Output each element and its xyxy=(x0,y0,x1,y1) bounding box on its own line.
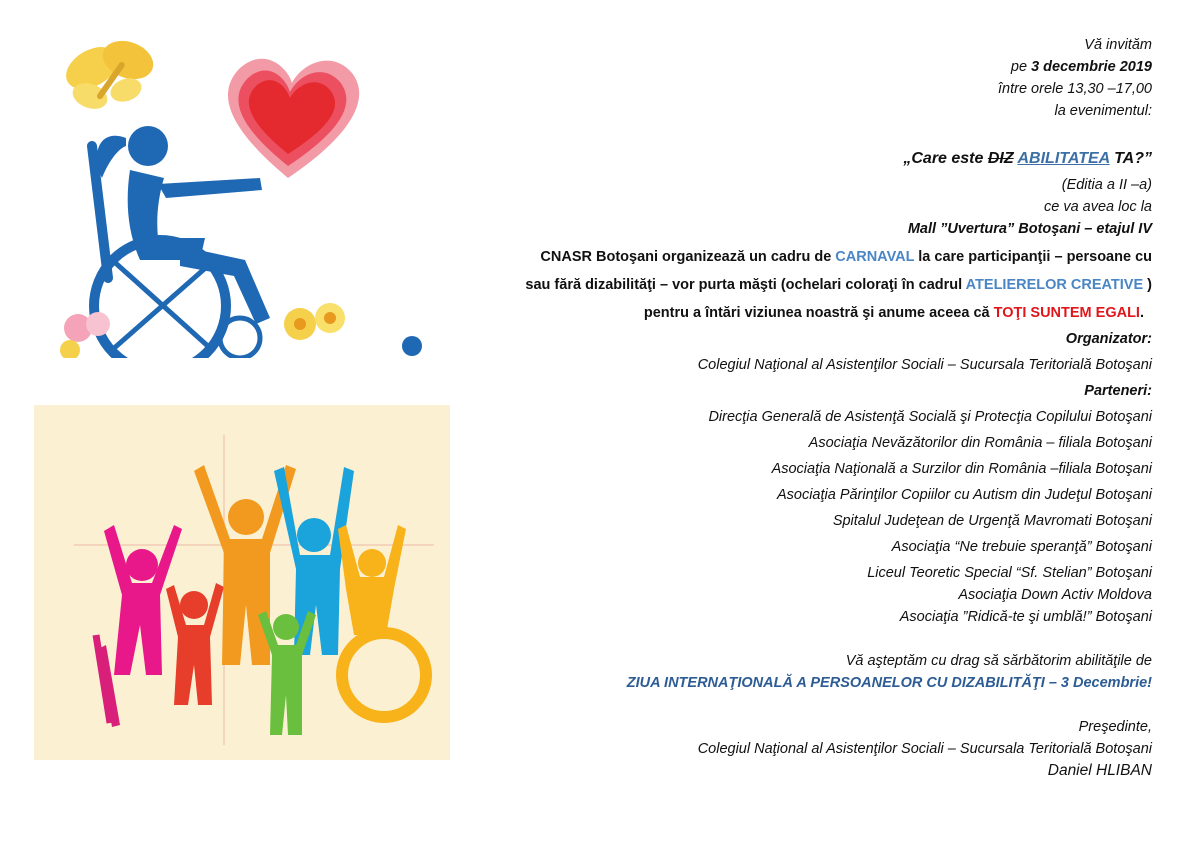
partner-item: Asociaţia ”Ridică-te şi umblă!” Botoşani xyxy=(899,609,1152,625)
title-struck-prefix: DIZ xyxy=(987,150,1014,167)
location-intro: ce va avea loc la xyxy=(1043,199,1152,215)
signature-name: Daniel HLIBAN xyxy=(1047,762,1152,779)
event-intro: la evenimentul: xyxy=(1054,103,1152,119)
organizer: Colegiul Naţional al Asistenţilor Sociali – Sucursala Teritorială Botoşani xyxy=(697,357,1152,373)
closing-highlight: ZIUA INTERNAŢIONALĂ A PERSOANELOR CU DIZABILITĂŢI – 3 Decembrie! xyxy=(626,675,1152,691)
partner-item: Asociaţia “Ne trebuie speranţă” Botoşani xyxy=(891,539,1152,555)
event-time: între orele 13,30 –17,00 xyxy=(998,81,1152,97)
partner-item: Asociaţia Naţională a Surzilor din România –filiala Botoşani xyxy=(771,461,1152,477)
egali-highlight: TOŢI SUNTEM EGALI xyxy=(993,305,1140,321)
invite-line: Vă invităm xyxy=(1084,37,1152,53)
description-line-3: pentru a întări viziunea noastră şi anume aceea că TOŢI SUNTEM EGALI. xyxy=(643,305,1144,321)
title-highlight: ABILITATEA xyxy=(1017,150,1110,167)
edition: (Editia a II –a) xyxy=(1061,177,1152,193)
partner-item: Spitalul Judeţean de Urgenţă Mavromati Botoşani xyxy=(832,513,1152,529)
carnaval-highlight: CARNAVAL xyxy=(835,249,915,265)
girl-figure xyxy=(97,126,270,324)
partner-item: Direcţia Generală de Asistenţă Socială şi Protecţia Copilului Botoşani xyxy=(708,409,1152,425)
colorful-figures-illustration xyxy=(34,405,450,760)
invitation-text xyxy=(432,34,1152,782)
partners-list xyxy=(432,406,1152,628)
location: Mall ”Uvertura” Botoşani – etajul IV xyxy=(907,221,1152,237)
wheelchair-heart-illustration xyxy=(30,28,450,358)
organizer-label: Organizator: xyxy=(1065,331,1152,347)
signature-role: Preşedinte, xyxy=(1078,719,1152,735)
heart-icon xyxy=(228,59,359,178)
ateliere-highlight: ATELIERELOR CREATIVE xyxy=(965,277,1144,293)
partner-item: Asociaţia Down Activ Moldova xyxy=(958,587,1152,603)
event-date: 3 decembrie 2019 xyxy=(1031,59,1152,75)
description-line-2: sau fără dizabilităţi – vor purta măşti (ochelari coloraţi în cadrul ATELIERELOR CREATIVE ) xyxy=(525,277,1152,293)
signature-org: Colegiul Naţional al Asistenţilor Sociali – Sucursala Teritorială Botoşani xyxy=(697,741,1152,757)
invite-date-line: pe 3 decembrie 2019 xyxy=(1010,59,1152,75)
partners-label: Parteneri: xyxy=(1084,383,1152,399)
partner-item: Asociaţia Nevăzătorilor din România – filiala Botoşani xyxy=(808,435,1152,451)
description-line-1: CNASR Botoşani organizează un cadru de CARNAVAL la care participanţii – persoane cu xyxy=(540,249,1152,265)
butterfly-icon xyxy=(59,34,159,113)
event-title: „Care este DIZ ABILITATEA TA?” xyxy=(903,150,1152,167)
closing-line: Vă aşteptăm cu drag să sărbătorim abilităţile de xyxy=(845,653,1152,669)
partner-item: Liceul Teoretic Special “Sf. Stelian” Botoşani xyxy=(867,565,1152,581)
partner-item: Asociaţia Părinţilor Copiilor cu Autism din Judeţul Botoşani xyxy=(776,487,1152,503)
